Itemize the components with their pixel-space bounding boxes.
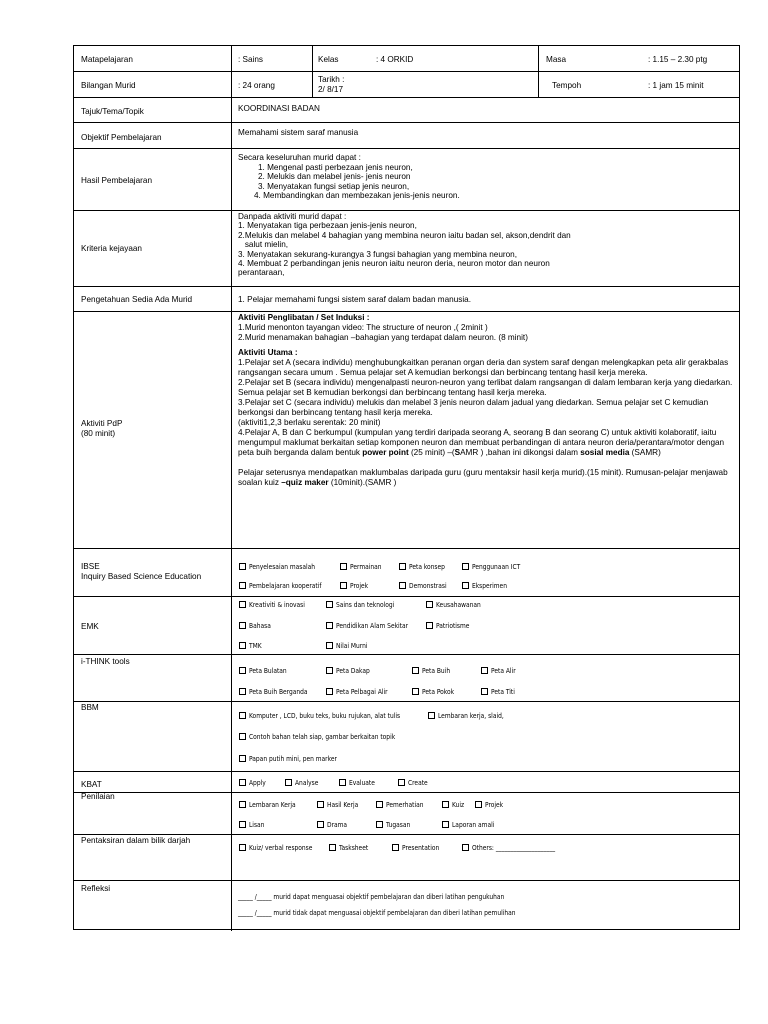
pentaksiran-checkbox[interactable]: Presentation [392, 844, 439, 852]
utama-step: Pelajar seterusnya mendapatkan maklumbalas daripada guru (guru mentaksir hasil kerja murid).(15 minit). Rumusan-pelajar menjawab soalan kuiz –quiz maker (10minit).(SAMR ) [238, 468, 728, 487]
kriteria-label: Kriteria kejayaan [81, 244, 142, 253]
penilaian-checkbox[interactable]: Drama [317, 821, 347, 829]
pentaksiran-checkbox[interactable]: Others: ____________________ [462, 844, 555, 852]
emk-checkbox[interactable]: Bahasa [239, 622, 271, 630]
ibse-checkbox[interactable]: Demonstrasi [399, 582, 447, 590]
utama-step: 3.Pelajar set C (secara individu) melukis dan melabel 3 jenis neuron dalam jadual yang diedarkan. Semua pelajar set C kemudian berkongsi dan berbincang tentang hasil kerja mereka. [238, 398, 709, 417]
refleksi-label: Refleksi [81, 884, 111, 893]
pentaksiran-checkbox[interactable]: Kuiz/ verbal response [239, 844, 312, 852]
ithink-checkbox[interactable]: Peta Pokok [412, 688, 454, 696]
masa-value: : 1.15 – 2.30 ptg [648, 55, 708, 64]
refleksi-line: _____ /_____ murid dapat menguasai objektif pembelajaran dan diberi latihan pengukuhan [238, 893, 505, 901]
ibse-checkbox[interactable]: Peta konsep [399, 563, 445, 571]
utama-title: Aktiviti Utama : [238, 348, 298, 357]
aktiviti-label: Aktiviti PdP [81, 419, 123, 428]
tarikh-label: Tarikh : [318, 75, 345, 84]
matapelajaran-label: Matapelajaran [81, 55, 133, 64]
ithink-checkbox[interactable]: Peta Buih Berganda [239, 688, 308, 696]
tempoh-value: : 1 jam 15 minit [648, 81, 704, 90]
ithink-checkbox[interactable]: Peta Alir [481, 667, 516, 675]
kbat-checkbox[interactable]: Apply [239, 779, 266, 787]
emk-checkbox[interactable]: Kreativiti & inovasi [239, 601, 305, 609]
kbat-label: KBAT [81, 780, 102, 789]
penilaian-checkbox[interactable]: Tugasan [376, 821, 410, 829]
hasil-item: 2. Melukis dan melabel jenis- jenis neuron [258, 172, 411, 182]
ibse-checkbox[interactable]: Penyelesaian masalah [239, 563, 315, 571]
kbat-checkbox[interactable]: Create [398, 779, 428, 787]
kriteria-line: perantaraan, [238, 268, 285, 278]
row-ithink [74, 655, 739, 702]
penilaian-checkbox[interactable]: Laporan amali [442, 821, 494, 829]
hasil-label: Hasil Pembelajaran [81, 176, 152, 185]
bbm-checkbox[interactable]: Komputer , LCD, buku teks, buku rujukan, alat tulis [239, 712, 400, 720]
row-aktiviti [74, 312, 739, 549]
lesson-plan-form [73, 45, 740, 930]
row-ibse [74, 549, 739, 597]
row-pentaksiran [74, 835, 739, 881]
objektif-value: Memahami sistem saraf manusia [238, 128, 359, 137]
row-refleksi [74, 881, 739, 931]
ibse-checkbox[interactable]: Permainan [340, 563, 382, 571]
induksi-step: 1.Murid menonton tayangan video: The structure of neuron ,( 2minit ) [238, 323, 488, 332]
refleksi-line: _____ /_____ murid tidak dapat menguasai objektif pembelajaran dan diberi latihan pemulihan [238, 909, 516, 917]
penilaian-label: Penilaian [81, 792, 115, 801]
pengetahuan-label: Pengetahuan Sedia Ada Murid [81, 295, 193, 304]
kriteria-line: Danpada aktiviti murid dapat : [238, 212, 347, 221]
hasil-item: 4. Membandingkan dan membezakan jenis-jenis neuron. [254, 191, 460, 201]
row-matapelajaran [74, 46, 739, 72]
emk-checkbox[interactable]: Pendidikan Alam Sekitar [326, 622, 408, 630]
utama-step: 1.Pelajar set A (secara individu) menghubungkaitkan peranan organ deria dan system saraf dengan melengkapkan peta alir gerakbalas rangsangan secara umum . Semua pelajar set A kemudian berkongsi dan berbincang tentang hasil kerja mereka. [238, 358, 729, 377]
objektif-label: Objektif Pembelajaran [81, 133, 162, 142]
aktiviti-duration: (80 minit) [81, 429, 116, 438]
kriteria-line: 2.Melukis dan melabel 4 bahagian yang membina neuron iaitu badan sel, akson,dendrit dan [238, 230, 571, 240]
ithink-checkbox[interactable]: Peta Dakap [326, 667, 370, 675]
row-hasil [74, 149, 739, 211]
penilaian-checkbox[interactable]: Lembaran Kerja [239, 801, 296, 809]
ibse-label: IBSE [81, 562, 100, 571]
emk-label: EMK [81, 622, 99, 631]
ithink-checkbox[interactable]: Peta Titi [481, 688, 515, 696]
kelas-label: Kelas [318, 55, 339, 64]
power-point-text: power point [362, 448, 409, 457]
masa-label: Masa [546, 55, 567, 64]
tarikh-value: 2/ 8/17 [318, 85, 344, 94]
penilaian-checkbox[interactable]: Lisan [239, 821, 264, 829]
ibse-checkbox[interactable]: Pembelajaran kooperatif [239, 582, 321, 590]
induksi-step: 2.Murid menamakan bahagian –bahagian yang terdapat dalam neuron. (8 minit) [238, 333, 528, 342]
penilaian-checkbox[interactable]: Projek [475, 801, 503, 809]
pentaksiran-checkbox[interactable]: Tasksheet [329, 844, 368, 852]
kriteria-line: 1. Menyatakan tiga perbezaan jenis-jenis neuron, [238, 221, 417, 231]
emk-checkbox[interactable]: Keusahawanan [426, 601, 481, 609]
ibse-checkbox[interactable]: Eksperimen [462, 582, 507, 590]
pentaksiran-label: Pentaksiran dalam bilik darjah [81, 836, 191, 845]
sosial-media-text: sosial media [580, 448, 630, 457]
bilangan-label: Bilangan Murid [81, 81, 136, 90]
hasil-content [238, 153, 735, 201]
pengetahuan-value: 1. Pelajar memahami fungsi sistem saraf dalam badan manusia. [238, 295, 471, 304]
bbm-checkbox[interactable]: Papan putih mini, pen marker [239, 755, 337, 763]
row-pengetahuan [74, 287, 739, 312]
ithink-checkbox[interactable]: Peta Pelbagai Alir [326, 688, 388, 696]
row-kbat [74, 772, 739, 793]
ibse-checkbox[interactable]: Penggunaan ICT [462, 563, 520, 571]
row-bilangan [74, 72, 739, 98]
penilaian-checkbox[interactable]: Kuiz [442, 801, 464, 809]
emk-checkbox[interactable]: Patriotisme [426, 622, 469, 630]
matapelajaran-value: : Sains [238, 55, 264, 64]
hasil-item: 1. Mengenal pasti perbezaan jenis neuron, [258, 162, 413, 172]
bbm-checkbox[interactable]: Contoh bahan telah siap, gambar berkaitan topik [239, 733, 395, 741]
utama-step: 2.Pelajar set B (secara individu) mengenalpasti neuron-neuron yang terlibat dalam rangsangan di dalam lembaran kerja yang diedarkan. Semua pelajar set B kemudian berkongsi dan berbincang tentang hasil kerja mereka. [238, 378, 733, 397]
utama-note: (aktiviti1,2,3 berlaku serentak: 20 minit) [238, 418, 381, 427]
penilaian-checkbox[interactable]: Hasil Kerja [317, 801, 358, 809]
emk-checkbox[interactable]: TMK [239, 642, 262, 650]
kriteria-line: 4. Membuat 2 perbandingan jenis neuron iaitu neuron deria, neuron motor dan neuron [238, 259, 550, 269]
bbm-label: BBM [81, 703, 99, 712]
aktiviti-content [238, 313, 735, 488]
row-penilaian [74, 793, 739, 835]
row-kriteria [74, 211, 739, 287]
kelas-value: : 4 ORKID [376, 55, 414, 64]
emk-checkbox[interactable]: Sains dan teknologi [326, 601, 394, 609]
induksi-title: Aktiviti Penglibatan / Set Induksi : [238, 313, 370, 322]
kbat-checkbox[interactable]: Evaluate [339, 779, 375, 787]
tajuk-value: KOORDINASI BADAN [238, 104, 320, 113]
ithink-checkbox[interactable]: Peta Buih [412, 667, 450, 675]
row-bbm [74, 702, 739, 772]
kriteria-line: salut mielin, [238, 240, 289, 250]
bilangan-value: : 24 orang [238, 81, 275, 90]
ithink-checkbox[interactable]: Peta Bulatan [239, 667, 287, 675]
kbat-checkbox[interactable]: Analyse [285, 779, 318, 787]
ibse-checkbox[interactable]: Projek [340, 582, 368, 590]
row-emk [74, 597, 739, 655]
hasil-item: 3. Menyatakan fungsi setiap jenis neuron, [258, 181, 410, 191]
quiz-maker-text: –quiz maker [281, 478, 329, 487]
row-objektif [74, 123, 739, 149]
emk-checkbox[interactable]: Nilai Murni [326, 642, 368, 650]
row-tajuk [74, 98, 739, 123]
utama-step: 4.Pelajar A, B dan C berkumpul (kumpulan yang terdiri daripada seorang A, seorang B dan seorang C) untuk aktiviti kolaboratif, iaitu mengumpul maklumat berkaitan setiap komponen neuron dan membuat perbandingan di antara neuron deria/perantara/motor dengan peta buih berganda dalam bentuk power point (25 minit) –(SAMR ) ,bahan ini dikongsi dalam sosial media (SAMR) [238, 428, 725, 457]
penilaian-checkbox[interactable]: Pemerhatian [376, 801, 424, 809]
tajuk-label: Tajuk/Tema/Topik [81, 107, 144, 116]
kriteria-content [238, 212, 735, 278]
ithink-label: i-THINK tools [81, 657, 130, 666]
hasil-intro: Secara keseluruhan murid dapat : [238, 153, 361, 162]
ibse-label-full: Inquiry Based Science Education [81, 572, 202, 581]
kriteria-line: 3. Menyatakan sekurang-kurangya 3 fungsi bahagian yang membina neuron, [238, 249, 518, 259]
bbm-checkbox[interactable]: Lembaran kerja, slaid, [428, 712, 504, 720]
tempoh-label: Tempoh [552, 81, 582, 90]
